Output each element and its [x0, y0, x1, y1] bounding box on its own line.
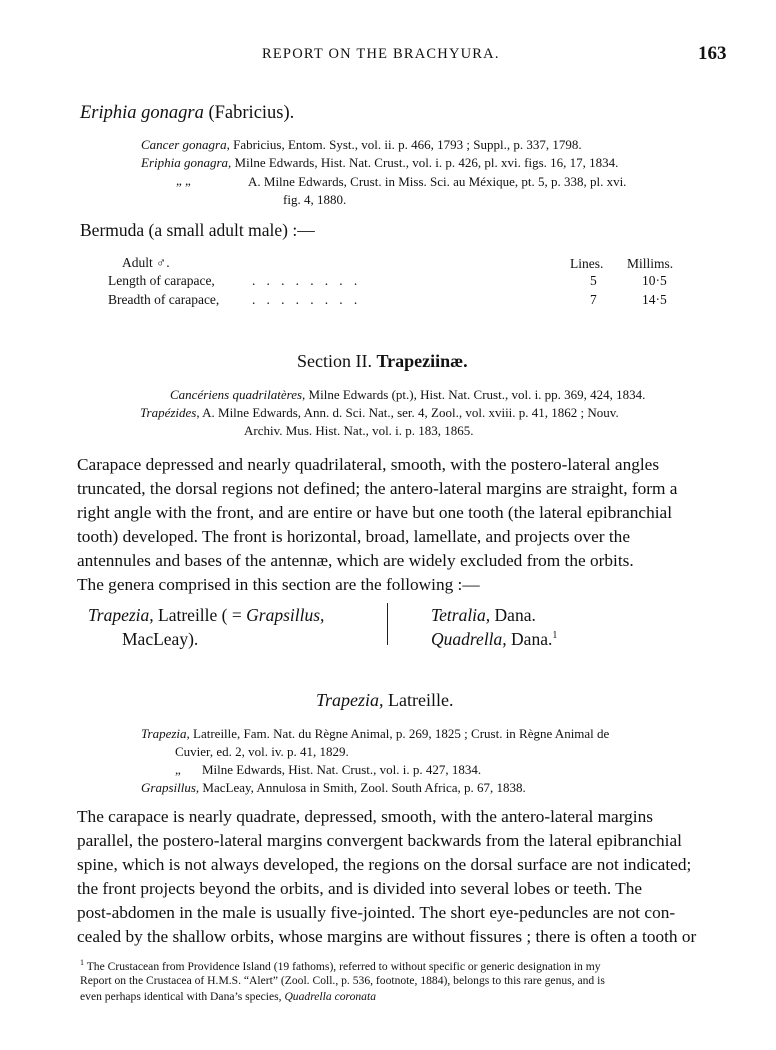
- genus-entry: Tetralia, Dana.: [431, 605, 536, 625]
- footnote-line: Report on the Crustacea of H.M.S. “Alert” (Zool. Coll., p. 536, footnote, 1884), belongs to this rare genus, and is: [80, 974, 605, 987]
- synonymy-continuation: Archiv. Mus. Hist. Nat., vol. i. p. 183, 1865.: [244, 423, 474, 438]
- paragraph-line: spine, which is not always developed, the regions on the dorsal surface are not indicated;: [77, 855, 692, 874]
- footnote-line: $^1$ The Crustacean from Providence Island (19 fathoms), referred to without specific or generic designation in my: [80, 958, 601, 973]
- measurement-row-label: Breadth of carapace,: [108, 292, 220, 307]
- synonymy-line: Eriphia gonagra, Milne Edwards, Hist. Nat. Crust., vol. i. p. 426, pl. xvi. figs. 16, 17, 1834.: [141, 155, 619, 170]
- synonymy-continuation: Cuvier, ed. 2, vol. iv. p. 41, 1829.: [175, 744, 349, 759]
- genus-heading: Trapezia, Latreille.: [316, 690, 454, 710]
- species-heading: [80, 103, 294, 124]
- genus-entry-continuation: MacLeay).: [122, 629, 199, 649]
- leader-dots: . . . . . . . .: [252, 292, 362, 307]
- measurement-header-label: Adult ♂.: [122, 255, 170, 270]
- locality-line: Bermuda (a small adult male) :—: [80, 220, 315, 240]
- synonymy-line: Trapezia, Latreille, Fam. Nat. du Règne Animal, p. 269, 1825 ; Crust. in Règne Animal de: [141, 726, 610, 741]
- genus-entry: Quadrella, Dana.$^1$: [431, 629, 558, 649]
- measurement-row-label: Length of carapace,: [108, 273, 215, 288]
- paragraph-line: the front projects beyond the orbits, and is divided into several lobes or teeth. The: [77, 879, 643, 898]
- synonymy-line: Trapézides, A. Milne Edwards, Ann. d. Sci. Nat., ser. 4, Zool., vol. xviii. p. 41, 1862 ; Nouv.: [140, 405, 619, 420]
- measurement-col-millims: Millims.: [627, 256, 674, 271]
- paragraph-line: right angle with the front, and are entire or have but one tooth (the lateral epibranchial: [77, 503, 673, 522]
- genus-entry: Trapezia, Latreille ( = Grapsillus,: [88, 605, 325, 625]
- genera-intro: The genera comprised in this section are the following :—: [77, 575, 480, 594]
- measurement-lines-value: 7: [590, 292, 597, 307]
- ditto-mark: „ „: [176, 173, 191, 188]
- ditto-mark: „: [175, 762, 181, 777]
- paragraph-line: post-abdomen in the male is usually five-jointed. The short eye-peduncles are not con-: [77, 903, 676, 922]
- species-genus: Eriphia: [80, 103, 137, 123]
- synonymy-line: Cancériens quadrilatères, Milne Edwards (pt.), Hist. Nat. Crust., vol. i. pp. 369, 424, 1834.: [170, 387, 646, 402]
- measurement-mm-value: 14·5: [642, 292, 667, 307]
- synonymy-continuation: fig. 4, 1880.: [283, 192, 347, 207]
- footnote-marker: 1: [552, 630, 558, 642]
- paragraph-line: The carapace is nearly quadrate, depressed, smooth, with the antero-lateral margins: [77, 807, 653, 826]
- leader-dots: . . . . . . . .: [252, 273, 362, 288]
- paragraph-line: truncated, the dorsal regions not defined; the antero-lateral margins are straight, form a: [77, 479, 678, 498]
- paragraph-line: parallel, the postero-lateral margins convergent backwards from the lateral epibranchial: [77, 831, 682, 850]
- paragraph-line: tooth) developed. The front is horizontal, broad, lamellate, and projects over the: [77, 527, 630, 546]
- page-number: 163: [698, 43, 727, 64]
- paragraph-line: antennules and bases of the antennæ, which are widely excluded from the orbits.: [77, 551, 634, 570]
- paragraph-line: cealed by the shallow orbits, whose margins are without fissures ; there is often a tooth or: [77, 927, 697, 946]
- species-author: (Fabricius).: [208, 103, 295, 123]
- measurement-col-lines: Lines.: [570, 256, 604, 271]
- measurement-mm-value: 10·5: [642, 273, 667, 288]
- synonymy-line: A. Milne Edwards, Crust. in Miss. Sci. au Méxique, pt. 5, p. 338, pl. xvi.: [248, 174, 627, 189]
- synonymy-line: Grapsillus, MacLeay, Annulosa in Smith, Zool. South Africa, p. 67, 1838.: [141, 780, 526, 795]
- synonymy-line: Cancer gonagra, Fabricius, Entom. Syst., vol. ii. p. 466, 1793 ; Suppl., p. 337, 1798.: [141, 137, 582, 152]
- footnote-line: even perhaps identical with Dana’s species, Quadrella coronata: [80, 990, 376, 1003]
- running-header-title: REPORT ON THE BRACHYURA.: [262, 46, 500, 62]
- column-divider: [387, 603, 388, 645]
- synonymy-line: Milne Edwards, Hist. Nat. Crust., vol. i. p. 427, 1834.: [202, 762, 482, 777]
- measurement-lines-value: 5: [590, 273, 597, 288]
- section-heading: Section II. Trapeziinæ.: [297, 351, 468, 371]
- species-epithet: gonagra: [141, 103, 204, 123]
- paragraph-line: Carapace depressed and nearly quadrilateral, smooth, with the postero-lateral angles: [77, 455, 660, 474]
